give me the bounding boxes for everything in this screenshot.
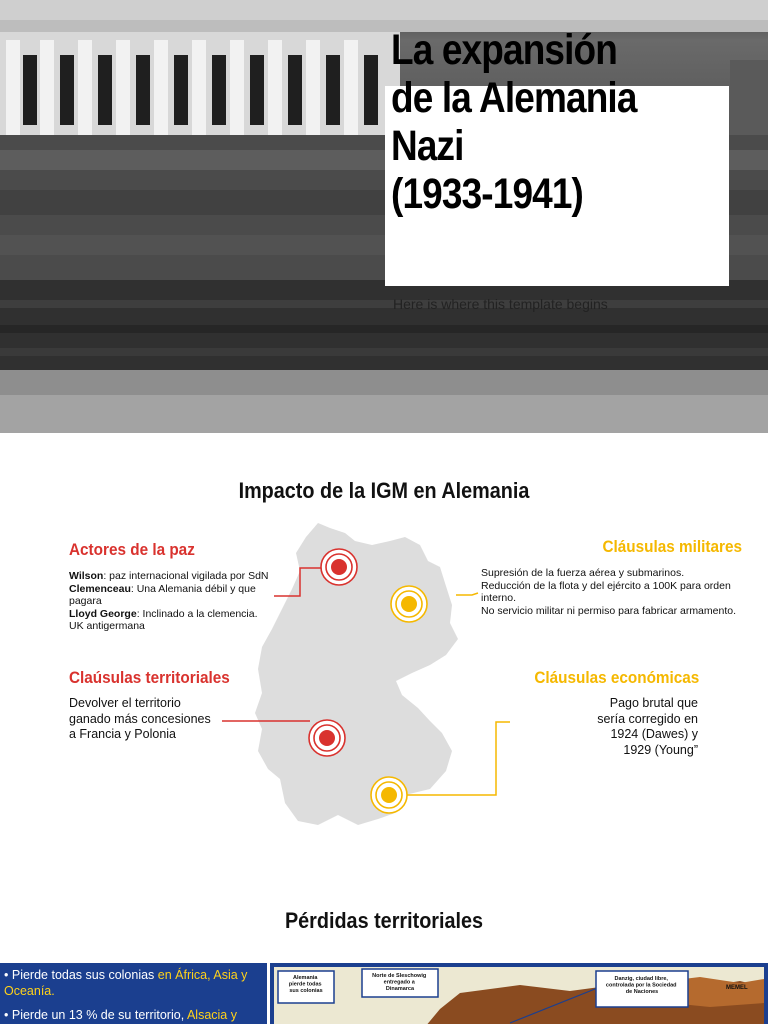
territoriales-text: Devolver el territorio ganado más concesiones a Francia y Polonia (69, 696, 211, 741)
target-marker-east (391, 586, 427, 622)
label-memel: MEMEL (726, 985, 748, 991)
actor-lloyd-george: Lloyd George: Inclinado a la clemencia. UK antigermana (69, 607, 258, 632)
actor-wilson: Wilson: paz internacional vigilada por SdN (69, 570, 269, 582)
svg-text:Danzig, ciudad libre,: Danzig, ciudad libre, controlada por la Sociedad de Naciones (605, 976, 677, 995)
losses-slide (0, 873, 768, 1024)
militares-heading: Cláusulas militares (602, 537, 742, 556)
label-schleswig (362, 969, 438, 997)
label-danzig (596, 971, 688, 1007)
economicas-text: Pago brutal que sería corregido en 1924 (Dawes) y 1929 (Young” (597, 696, 698, 757)
svg-text:Norte de Sleschowig en: Norte de Sleschowig entregado a Dinamarca (372, 973, 427, 992)
presentation-subtitle: Here is where this template begins (393, 296, 608, 312)
actores-heading: Actores de la paz (69, 540, 195, 559)
bullet-territory: • Pierde un 13 % de su territorio, Alsacia y (4, 1008, 237, 1022)
presentation-title: La expansión de la Alemania Nazi (1933-1941) (391, 26, 637, 218)
connector-militares (456, 593, 478, 595)
actor-clemenceau: Clemenceau: Una Alemania débil y que pagara (69, 582, 256, 607)
territoriales-heading: Claúsulas territoriales (69, 668, 230, 687)
militares-line: No servicio militar ni permiso para fabricar armamento. (481, 604, 736, 617)
militares-text (481, 567, 743, 617)
target-marker-west (309, 720, 345, 756)
title-slide (0, 0, 768, 433)
bullet-colonies: • Pierde todas sus colonias en África, Asia y Oceanía. (4, 968, 248, 998)
economicas-heading: Cláusulas económicas (534, 668, 699, 687)
svg-text:Alemania pierde todas: Alemania pierde todas sus colonias (288, 975, 323, 994)
impact-title: Impacto de la IGM en Alemania (238, 478, 530, 503)
militares-line: Reducción de la flota y del ejército a 100K para orden interno. (481, 579, 731, 604)
actores-list (69, 570, 269, 633)
target-marker-north (321, 549, 357, 585)
label-colonies (278, 971, 334, 1003)
losses-title: Pérdidas territoriales (284, 908, 484, 933)
impact-slide (0, 433, 768, 873)
losses-bullets (0, 963, 267, 1024)
target-marker-south (371, 777, 407, 813)
militares-line: Supresión de la fuerza aérea y submarinos. (481, 567, 685, 579)
losses-map (270, 963, 768, 1024)
